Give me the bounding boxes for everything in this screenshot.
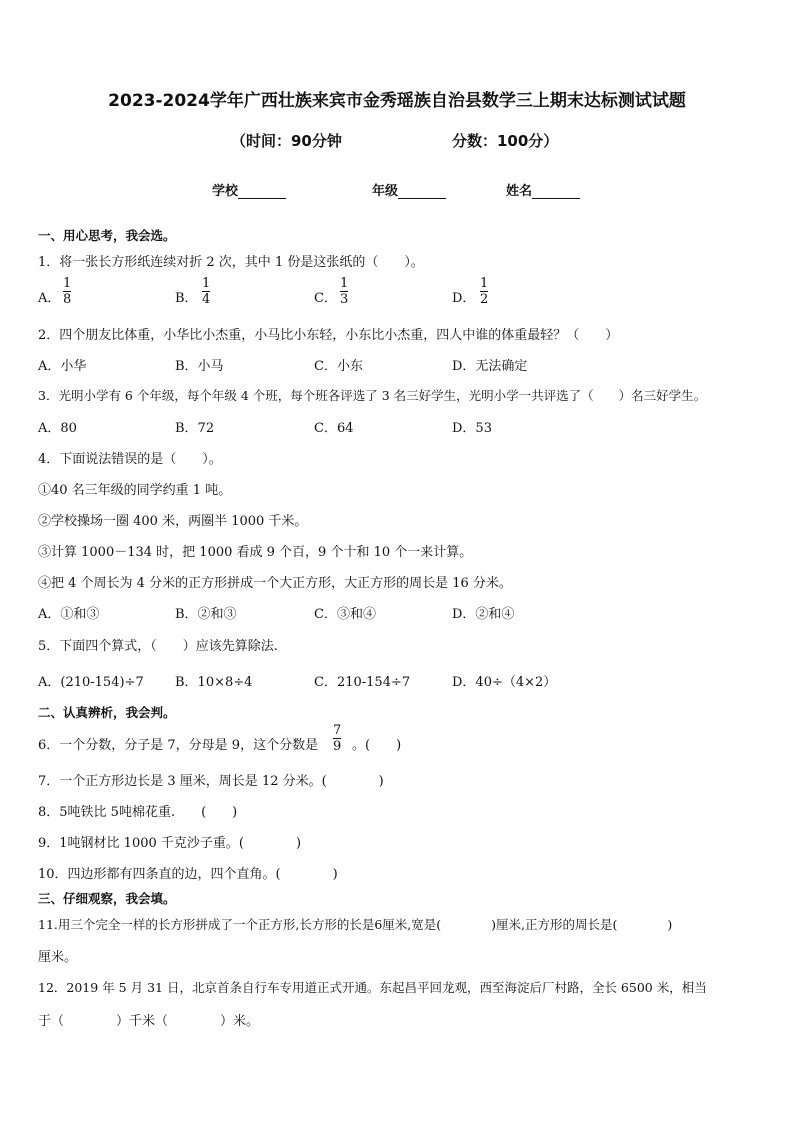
page-title: 2023-2024学年广西壮族来宾市金秀瑶族自治县数学三上期末达标测试试题: [108, 91, 686, 111]
grade-blank[interactable]: [398, 184, 446, 199]
q6-fraction: [333, 723, 341, 754]
q4-statement-1: ①40 名三年级的同学约重 1 吨。: [38, 483, 232, 498]
fraction-denominator: 4: [202, 292, 211, 307]
section-1-heading: 一、用心思考，我会选。: [38, 228, 176, 243]
exam-score: 分数：100分）: [452, 132, 559, 150]
school-label: 学校: [212, 184, 239, 199]
question-5: 5．下面四个算式，（ ）应该先算除法.: [38, 639, 278, 654]
question-1: 1．将一张长方形纸连续对折 2 次，其中 1 份是这张纸的（ ）。: [38, 255, 424, 270]
question-9: 9．1吨钢材比 1000 千克沙子重。( ): [38, 836, 302, 851]
question-10: 10．四边形都有四条直的边，四个直角。( ): [38, 867, 338, 882]
fraction-denominator: 2: [480, 292, 489, 307]
q3-option-c[interactable]: C．64: [314, 421, 354, 436]
name-blank[interactable]: [532, 184, 580, 199]
q1-option-a-label[interactable]: A．: [38, 291, 61, 306]
q2-option-c[interactable]: C．小东: [314, 359, 363, 374]
name-field[interactable]: [506, 180, 580, 199]
q3-option-b[interactable]: B．72: [175, 421, 215, 436]
question-11-line-1: 11.用三个完全一样的长方形拼成了一个正方形,长方形的长是6厘米,宽是( )厘米,正方形的周长是( ): [38, 917, 673, 932]
q4-option-c[interactable]: C．③和④: [314, 607, 376, 622]
q1-option-b-fraction: [202, 276, 210, 307]
fraction-denominator: 3: [340, 292, 349, 307]
q1-option-c-fraction: [340, 276, 348, 307]
q4-option-d[interactable]: D．②和④: [452, 607, 515, 622]
q4-option-a[interactable]: A．①和③: [38, 607, 100, 622]
q4-statement-3: ③计算 1000－134 时，把 1000 看成 9 个百，9 个十和 10 个一来计算。: [38, 545, 473, 560]
q2-option-a[interactable]: A．小华: [38, 359, 87, 374]
school-blank[interactable]: [238, 184, 286, 199]
question-6-answer[interactable]: 。( ): [352, 738, 402, 753]
fraction-denominator: 8: [63, 292, 72, 307]
fraction-denominator: 9: [333, 739, 342, 754]
q5-option-b[interactable]: B．10×8÷4: [175, 675, 253, 690]
q1-option-c-label[interactable]: C．: [314, 291, 337, 306]
q1-option-b-label[interactable]: B．: [175, 291, 198, 306]
fraction-numerator: 7: [333, 723, 342, 738]
question-4: 4．下面说法错误的是（ ）。: [38, 452, 222, 467]
q4-statement-4: ④把 4 个周长为 4 分米的正方形拼成一个大正方形，大正方形的周长是 16 分米。: [38, 576, 512, 591]
q3-option-a[interactable]: A．80: [38, 421, 77, 436]
q5-option-a[interactable]: A．(210-154)÷7: [38, 675, 144, 690]
school-field[interactable]: [212, 180, 286, 199]
q3-option-d[interactable]: D．53: [452, 421, 492, 436]
question-12-line-1: 12．2019 年 5 月 31 日，北京首条自行车专用道正式开通。东起昌平回龙观，西至海淀后厂村路，全长 6500 米，相当: [38, 980, 707, 995]
question-12-line-2: 于（ ）千米（ ）米。: [38, 1014, 260, 1029]
q1-option-d-label[interactable]: D．: [452, 291, 476, 306]
q1-option-d-fraction: [480, 276, 488, 307]
grade-field[interactable]: [372, 180, 446, 199]
fraction-numerator: 1: [340, 276, 349, 291]
section-2-heading: 二、认真辨析，我会判。: [38, 705, 176, 720]
question-11-line-2: 厘米。: [38, 950, 78, 965]
q5-option-c[interactable]: C．210-154÷7: [314, 675, 411, 690]
question-6-text: 6．一个分数，分子是 7，分母是 9，这个分数是: [38, 738, 319, 753]
fraction-numerator: 1: [63, 276, 72, 291]
question-8: 8．5吨铁比 5吨棉花重. ( ): [38, 805, 238, 820]
q4-option-b[interactable]: B．②和③: [175, 607, 237, 622]
fraction-numerator: 1: [480, 276, 489, 291]
q1-option-a-fraction: [63, 276, 71, 307]
name-label: 姓名: [506, 184, 533, 199]
question-7: 7．一个正方形边长是 3 厘米，周长是 12 分米。( ): [38, 774, 384, 789]
question-3: 3．光明小学有 6 个年级，每个年级 4 个班，每个班各评选了 3 名三好学生，光明小学一共评选了（ ）名三好学生。: [38, 388, 707, 403]
q4-statement-2: ②学校操场一圈 400 米，两圈半 1000 千米。: [38, 514, 308, 529]
q5-option-d[interactable]: D．40÷（4×2）: [452, 675, 557, 690]
q2-option-d[interactable]: D．无法确定: [452, 359, 528, 374]
q2-option-b[interactable]: B．小马: [175, 359, 224, 374]
exam-time: （时间：90分钟: [231, 132, 342, 150]
question-2: 2．四个朋友比体重，小华比小杰重，小马比小东轻，小东比小杰重，四人中谁的体重最轻？（ ）: [38, 328, 619, 343]
grade-label: 年级: [372, 184, 399, 199]
section-3-heading: 三、仔细观察，我会填。: [38, 891, 176, 906]
fraction-numerator: 1: [202, 276, 211, 291]
